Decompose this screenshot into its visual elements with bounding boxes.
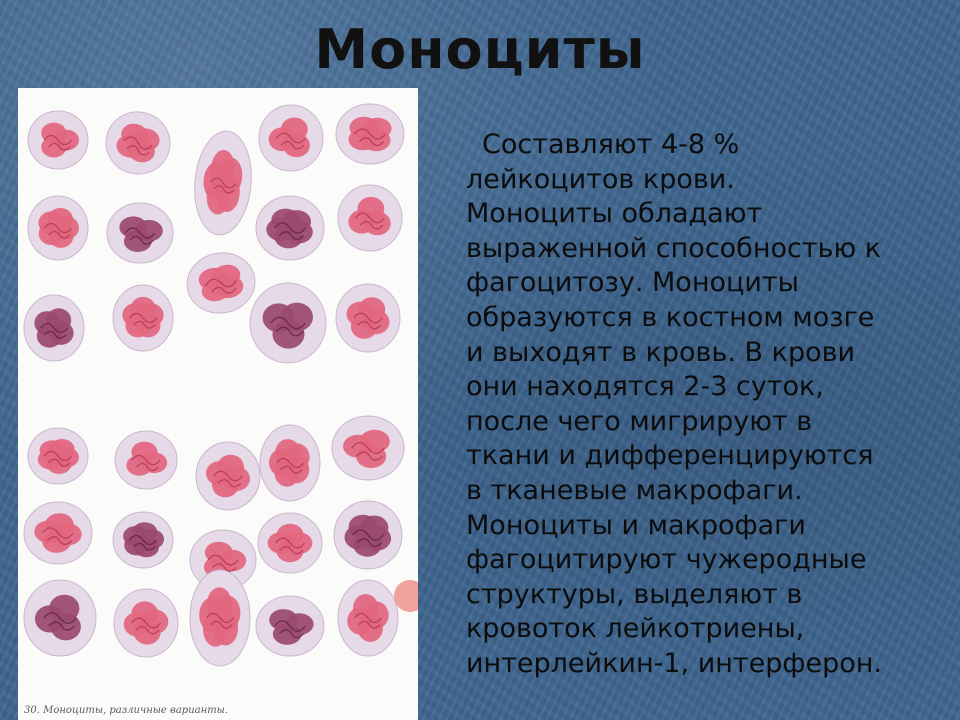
body-line: Составляют 4-8 %	[482, 129, 740, 160]
body-line: выраженной способностью к	[466, 232, 882, 264]
monocyte-cell	[24, 580, 96, 656]
body-line: интерлейкин-1, интерферон.	[466, 647, 882, 679]
monocyte-cell	[28, 196, 88, 260]
monocyte-cell	[24, 502, 92, 564]
figure-caption: 30. Моноциты, различные варианты.	[24, 705, 229, 716]
monocyte-cell	[338, 580, 398, 656]
body-line: лейкоцитов крови.	[466, 163, 735, 195]
monocyte-cell	[28, 428, 88, 484]
body-line: ткани и дифференцируются	[466, 440, 874, 472]
monocyte-cell	[250, 283, 326, 363]
body-line: структуры, выделяют в	[466, 578, 803, 610]
body-line: кровоток лейкотриены,	[466, 613, 805, 645]
monocyte-cell	[334, 501, 402, 569]
body-line: образуются в костном мозге	[466, 301, 875, 333]
monocyte-cell	[338, 185, 402, 251]
body-line: после чего мигрируют в	[466, 405, 813, 437]
monocyte-cell	[256, 596, 324, 656]
monocyte-cell	[113, 285, 173, 351]
monocyte-cell	[114, 589, 178, 657]
cells-drawing	[18, 88, 418, 720]
body-line: фагоцитируют чужеродные	[466, 544, 867, 576]
monocyte-cell	[24, 295, 84, 361]
monocyte-cell	[336, 284, 400, 352]
monocyte-cell	[113, 512, 173, 568]
monocyte-cell	[259, 105, 323, 171]
partial-cell	[394, 580, 418, 612]
monocyte-cell	[260, 425, 320, 501]
monocyte-cell	[258, 513, 322, 573]
monocyte-cell	[115, 431, 177, 489]
monocyte-cell	[191, 129, 256, 237]
body-text	[466, 128, 936, 682]
monocyte-cell	[107, 203, 173, 263]
monocyte-cell	[182, 248, 259, 319]
monocyte-cell	[28, 111, 88, 169]
body-line: и выходят в кровь. В крови	[466, 336, 856, 368]
slide-title: Моноциты	[314, 18, 646, 81]
body-line: Моноциты обладают	[466, 198, 763, 230]
body-line: в тканевые макрофаги.	[466, 474, 803, 506]
monocyte-cell	[332, 416, 404, 480]
monocyte-cell	[101, 107, 175, 179]
monocyte-cell	[196, 442, 260, 510]
monocyte-cell	[190, 570, 250, 666]
monocyte-illustration	[18, 88, 418, 720]
body-line: Моноциты и макрофаги	[466, 509, 806, 541]
monocyte-cell	[256, 196, 324, 260]
body-line: фагоцитозу. Моноциты	[466, 267, 799, 299]
monocyte-cell	[336, 104, 404, 164]
body-line: они находятся 2-3 суток,	[466, 371, 824, 403]
